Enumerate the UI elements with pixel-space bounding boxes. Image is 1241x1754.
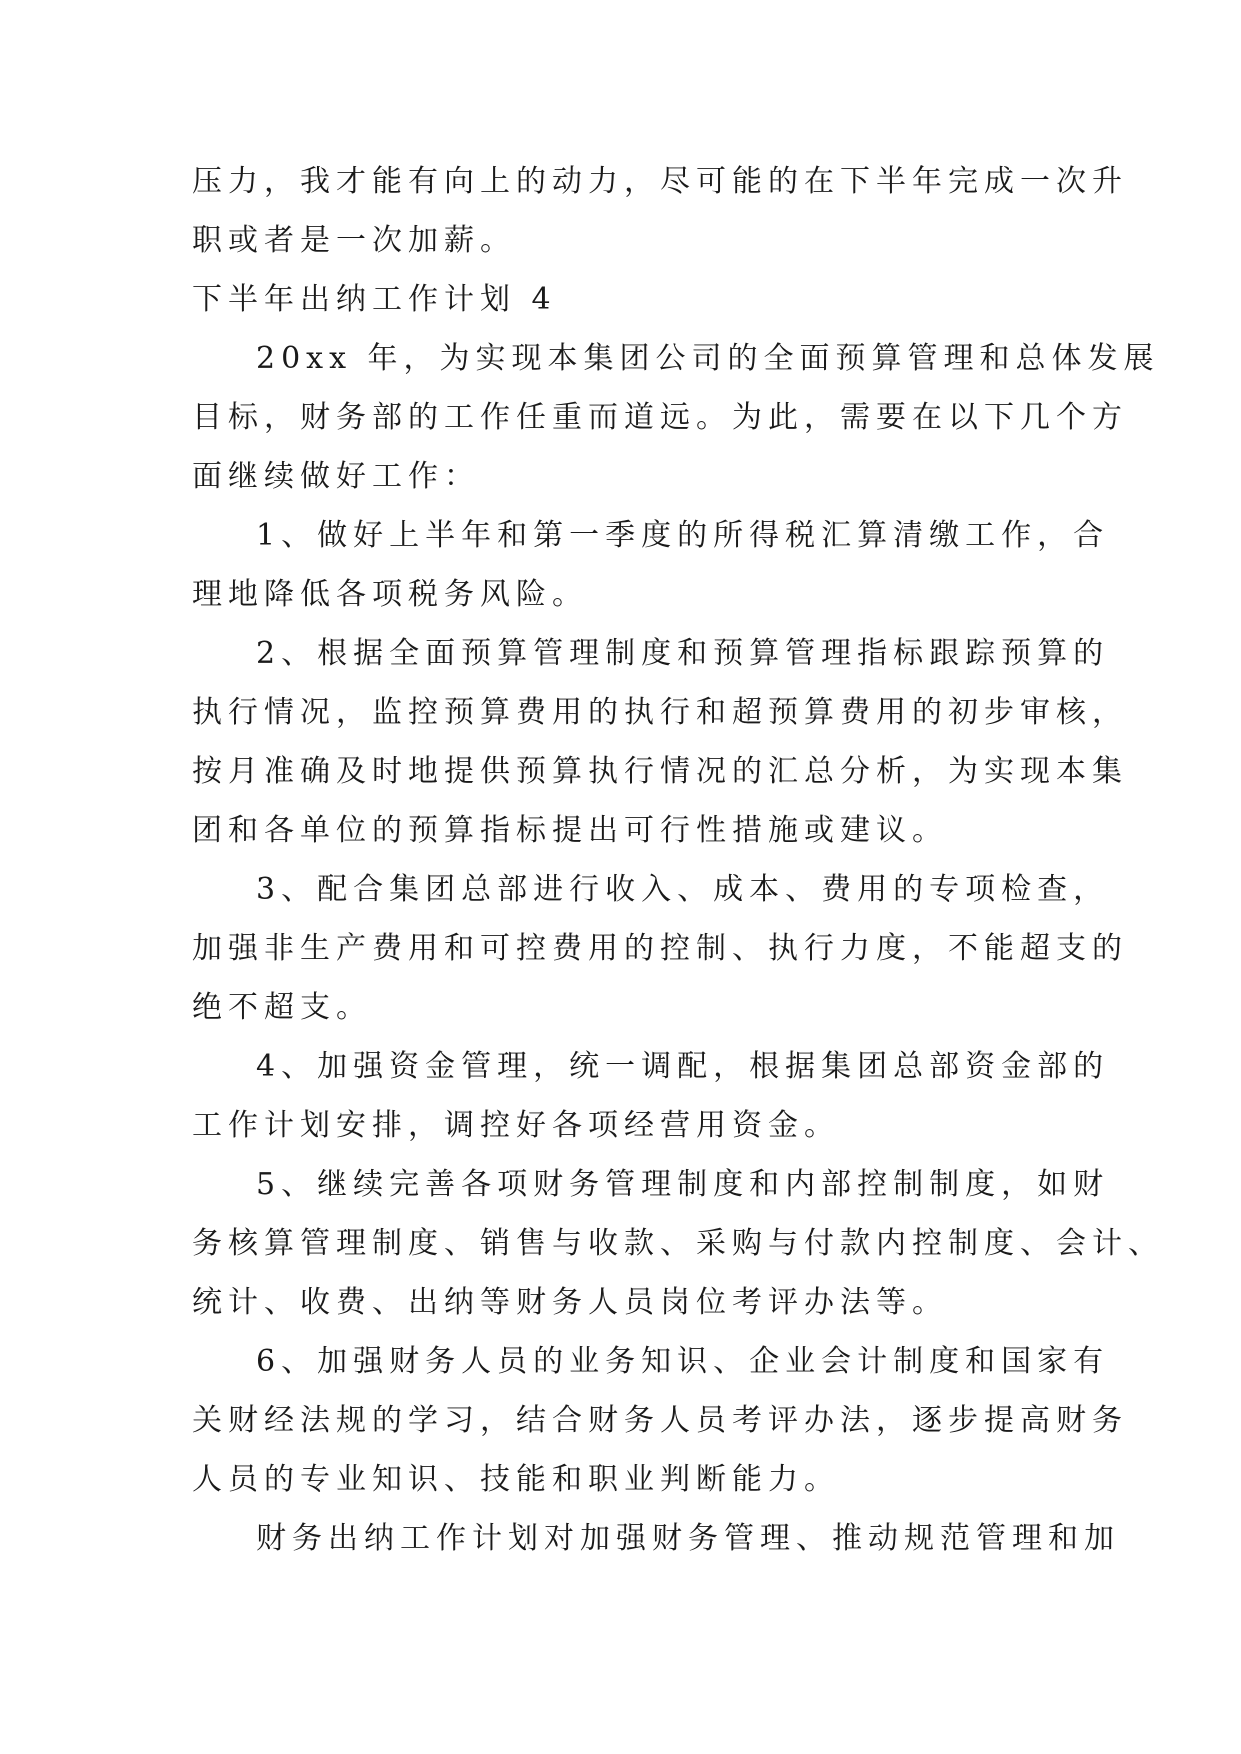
text-line: 加强非生产费用和可控费用的控制、执行力度，不能超支的 bbox=[192, 931, 1128, 966]
text-line: 面继续做好工作： bbox=[192, 459, 480, 494]
text-line: 务核算管理制度、销售与收款、采购与付款内控制度、会计、 bbox=[192, 1226, 1164, 1261]
text-line: 工作计划安排，调控好各项经营用资金。 bbox=[192, 1108, 840, 1143]
text-line: 目标，财务部的工作任重而道远。为此，需要在以下几个方 bbox=[192, 400, 1128, 435]
list-item-2-first-line: 2、根据全面预算管理制度和预算管理指标跟踪预算的 bbox=[256, 636, 1110, 671]
text-line: 执行情况，监控预算费用的执行和超预算费用的初步审核， bbox=[192, 695, 1128, 730]
list-item-1-first-line: 1、做好上半年和第一季度的所得税汇算清缴工作，合 bbox=[256, 518, 1110, 553]
text-line: 绝不超支。 bbox=[192, 990, 372, 1025]
paragraph-first-line: 20xx 年，为实现本集团公司的全面预算管理和总体发展 bbox=[256, 341, 1160, 376]
list-item-6-first-line: 6、加强财务人员的业务知识、企业会计制度和国家有 bbox=[256, 1344, 1110, 1379]
text-line: 职或者是一次加薪。 bbox=[192, 223, 516, 258]
text-line: 团和各单位的预算指标提出可行性措施或建议。 bbox=[192, 813, 948, 848]
text-line: 压力，我才能有向上的动力，尽可能的在下半年完成一次升 bbox=[192, 164, 1128, 199]
closing-paragraph-first-line: 财务出纳工作计划对加强财务管理、推动规范管理和加 bbox=[256, 1521, 1120, 1556]
text-line: 按月准确及时地提供预算执行情况的汇总分析，为实现本集 bbox=[192, 754, 1128, 789]
document-body bbox=[192, 152, 1164, 1568]
section-heading: 下半年出纳工作计划 4 bbox=[192, 282, 557, 317]
text-line: 关财经法规的学习，结合财务人员考评办法，逐步提高财务 bbox=[192, 1403, 1128, 1438]
text-line: 理地降低各项税务风险。 bbox=[192, 577, 588, 612]
text-line: 人员的专业知识、技能和职业判断能力。 bbox=[192, 1462, 840, 1497]
list-item-3-first-line: 3、配合集团总部进行收入、成本、费用的专项检查， bbox=[256, 872, 1110, 907]
list-item-5-first-line: 5、继续完善各项财务管理制度和内部控制制度，如财 bbox=[256, 1167, 1110, 1202]
text-line: 统计、收费、出纳等财务人员岗位考评办法等。 bbox=[192, 1285, 948, 1320]
list-item-4-first-line: 4、加强资金管理，统一调配，根据集团总部资金部的 bbox=[256, 1049, 1110, 1084]
